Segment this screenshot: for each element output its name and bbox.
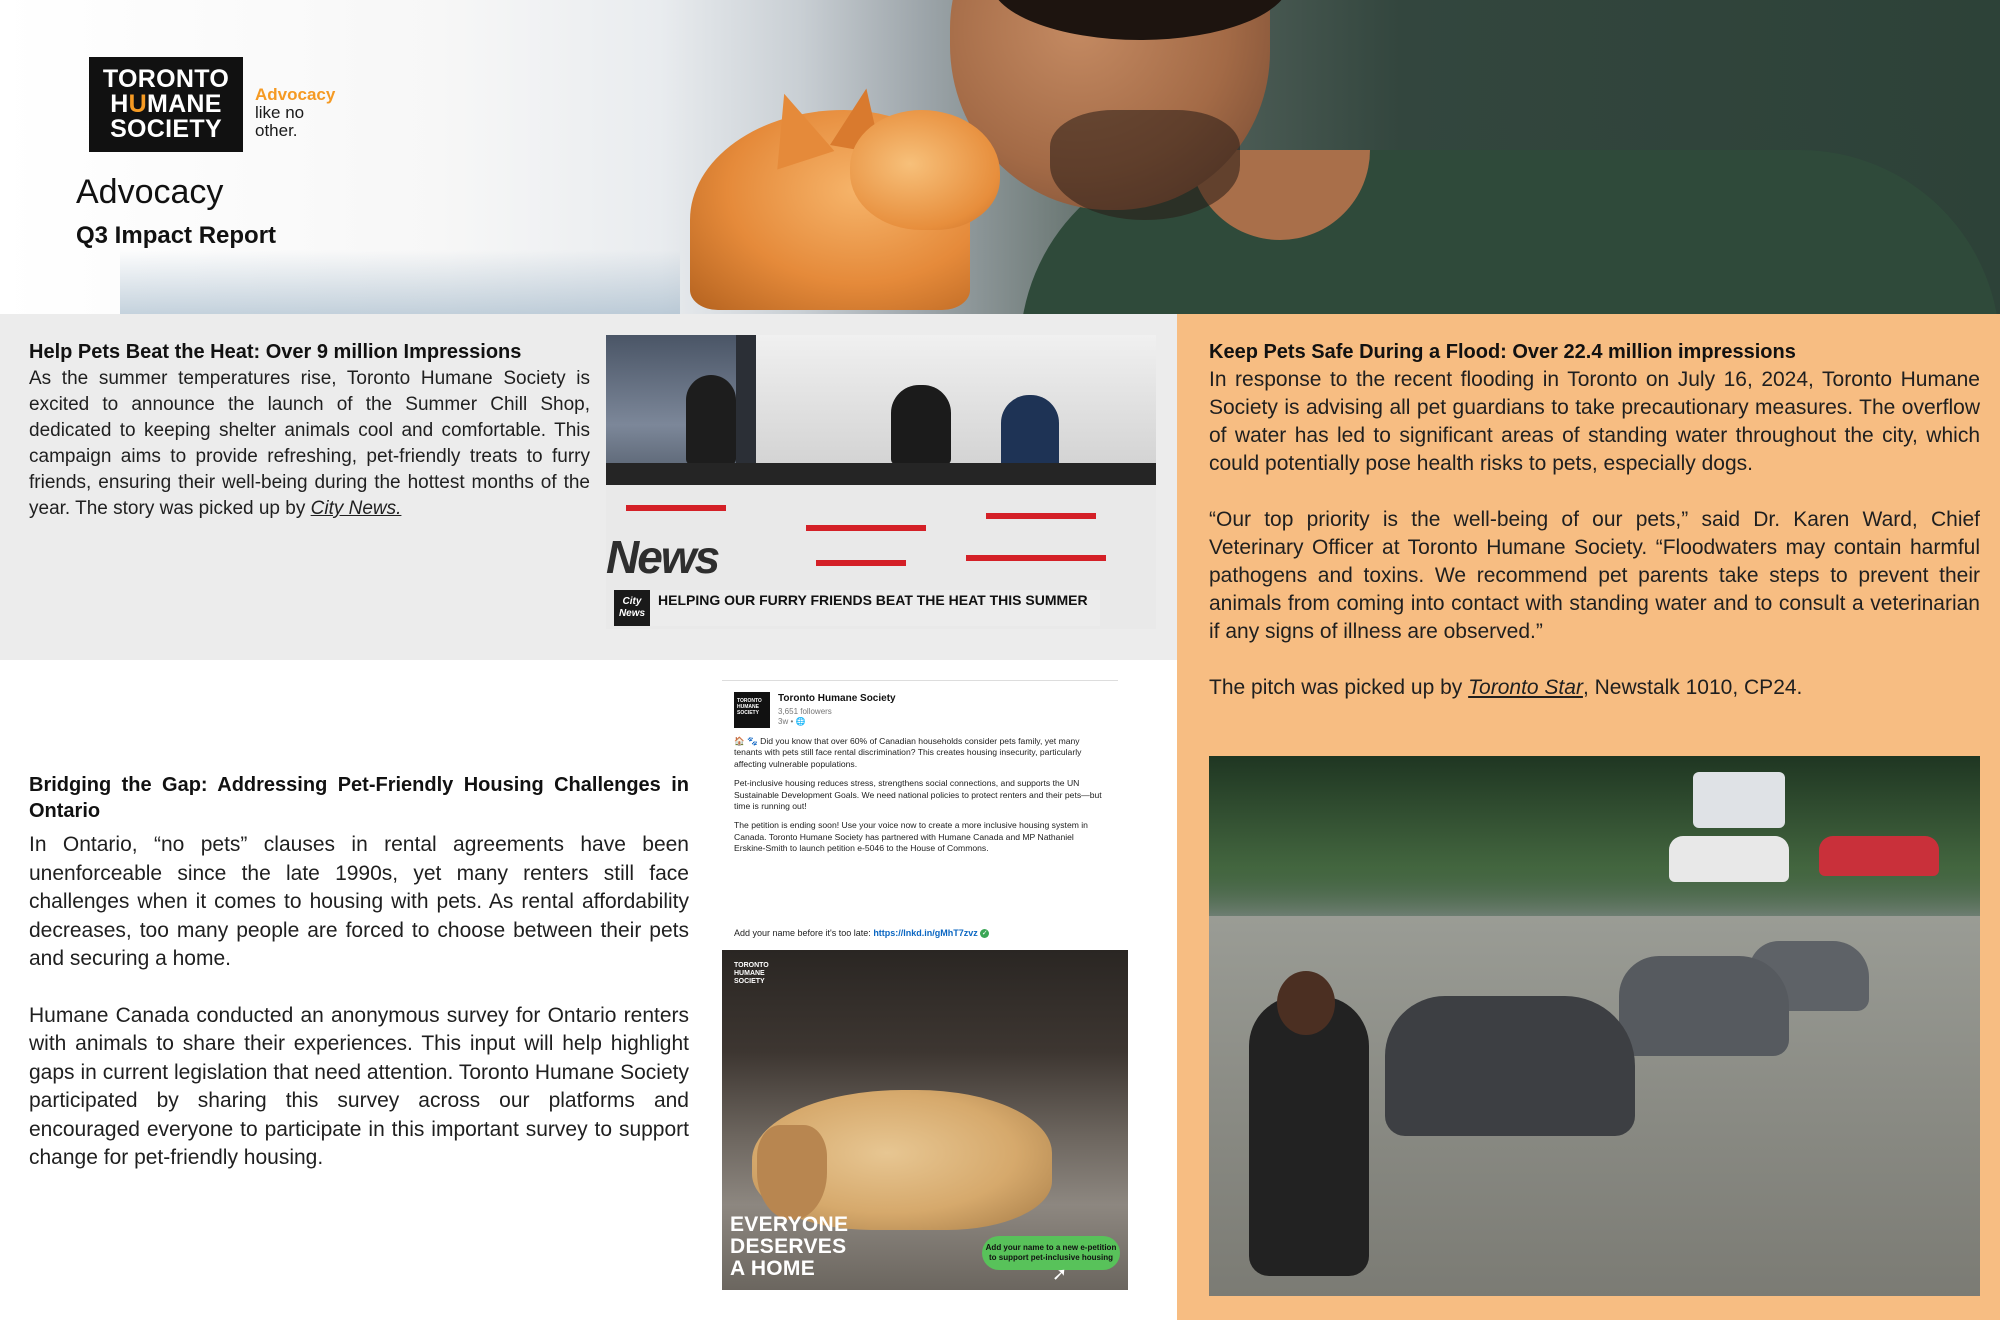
tagline-line: like no [255,103,305,122]
flood-photo [1209,756,1980,1296]
car [1819,836,1939,876]
cursor-icon: ➚ [1052,1264,1068,1284]
logo-line: SOCIETY [110,115,222,143]
hero-man-beard [1050,110,1240,220]
graphic-headline: EVERYONE DESERVES A HOME [730,1213,849,1280]
post-divider [722,680,1118,681]
housing-body [29,831,689,1173]
post-paragraph: The petition is ending soon! Use your voice now to create a more inclusive housing system in Canada. Toronto Humane Society has partnered with Humane Canada and MP Nathaniel Erskine-Smith to launch petition e-5046 to the House of Commons. [734,820,1088,854]
citynews-link[interactable]: City News. [310,498,402,519]
flood-body [1209,366,1980,702]
guest-figure [1001,395,1059,470]
citynews-screenshot [606,335,1156,629]
citynews-logo: City News [614,590,650,626]
page-title: Advocacy [76,173,224,211]
post-followers: 3,651 followers [778,707,832,716]
man-head [1277,971,1335,1035]
anchor-figure [686,375,736,465]
petition-graphic [722,950,1128,1290]
submerged-car [1385,996,1635,1136]
heat-title: Help Pets Beat the Heat: Over 9 million Impressions [29,341,522,363]
car [1669,836,1789,882]
post-time: 3w • 🌐 [778,717,806,726]
post-author[interactable]: Toronto Humane Society [778,693,896,704]
heat-body [29,366,590,522]
globe-icon: 🌐 [795,717,806,726]
petition-button[interactable]: Add your name to a new e-petition to support pet-inclusive housing [982,1236,1120,1270]
post-cta: Add your name before it's too late: https://lnkd.in/gMhT7zvz ✓ [734,928,988,938]
petition-link[interactable]: https://lnkd.in/gMhT7zvz [873,928,978,938]
hero-banner [0,0,2000,314]
logo [89,57,243,152]
post-paragraph: 🏠 🐾 Did you know that over 60% of Canadian households consider pets family, yet many tenants with pets still face rental discrimination? This creates housing insecurity, particularly affecting vulnerable populations. [734,736,1082,769]
toronto-star-link[interactable]: Toronto Star [1468,676,1583,699]
housing-title: Bridging the Gap: Addressing Pet-Friendly Housing Challenges in Ontario [29,774,689,822]
guest-figure [891,385,951,465]
post-text [734,736,1106,863]
hero-skyline [120,250,680,314]
dog-ear [757,1125,827,1220]
brand-tagline [255,86,335,140]
man-wading [1249,996,1369,1276]
tagline-line: Advocacy [255,85,336,104]
linkedin-post [722,680,1118,950]
submerged-car [1619,956,1789,1056]
lower-third-text: HELPING OUR FURRY FRIENDS BEAT THE HEAT THIS SUMMER [658,592,1088,608]
heat-body-text: As the summer temperatures rise, Toronto Humane Society is excited to announce the launch of the Summer Chill Shop, dedicated to keeping shelter animals cool and comfortable. This campaign aims to provide refreshing, pet-friendly treats to furry friends, ensuring their well-being during the hottest months of the year. The story was picked up by [29,368,590,519]
tagline-line: other. [255,121,298,140]
flood-paragraph: The pitch was picked up by Toronto Star, Newstalk 1010, CP24. [1209,676,1803,699]
flood-paragraph: In response to the recent flooding in Toronto on July 16, 2024, Toronto Humane Society is advising all pet guardians to take precautionary measures. The overflow of water has led to significant areas of standing water throughout the city, which could potentially pose health risks to pets, especially dogs. [1209,368,1980,475]
page-subtitle: Q3 Impact Report [76,222,277,249]
logo-line: TORONTO [102,65,230,93]
backdrop-text: News [606,531,719,583]
housing-paragraph: Humane Canada conducted an anonymous survey for Ontario renters with animals to share their experiences. This input will help highlight gaps in current legislation that need attention. Toronto Humane Society participated by sharing this survey across our platforms and encouraged everyone to participate in this important survey to support change for pet-friendly housing. [29,1003,689,1169]
bus [1693,772,1785,828]
housing-paragraph: In Ontario, “no pets” clauses in rental agreements have been unenforceable since the late 1990s, yet many renters still face challenges when it comes to housing with pets. As rental affordability decreases, too many people are forced to choose between their pets and securing a home. [29,833,689,970]
post-avatar[interactable]: TORONTO HUMANE SOCIETY [734,692,770,728]
post-paragraph: Pet-inclusive housing reduces stress, strengthens social connections, and supports the UN Sustainable Development Goals. We need national policies to protect renters and their pets—but time is running out! [734,778,1102,812]
verified-check-icon: ✓ [981,930,988,938]
flood-paragraph: “Our top priority is the well-being of our pets,” said Dr. Karen Ward, Chief Veterinary Officer at Toronto Humane Society. “Floodwaters may contain harmful pathogens and toxins. We recommend pet parents take steps to prevent their animals from coming into contact with standing water and to consult a veterinarian if any signs of illness are observed.” [1209,508,1980,643]
logo: TORONTO HUMANE SOCIETY [734,962,769,985]
flood-title: Keep Pets Safe During a Flood: Over 22.4 million impressions [1209,341,1796,363]
logo-line: HUMANE [110,90,222,118]
hero-cat-head [850,110,1000,230]
